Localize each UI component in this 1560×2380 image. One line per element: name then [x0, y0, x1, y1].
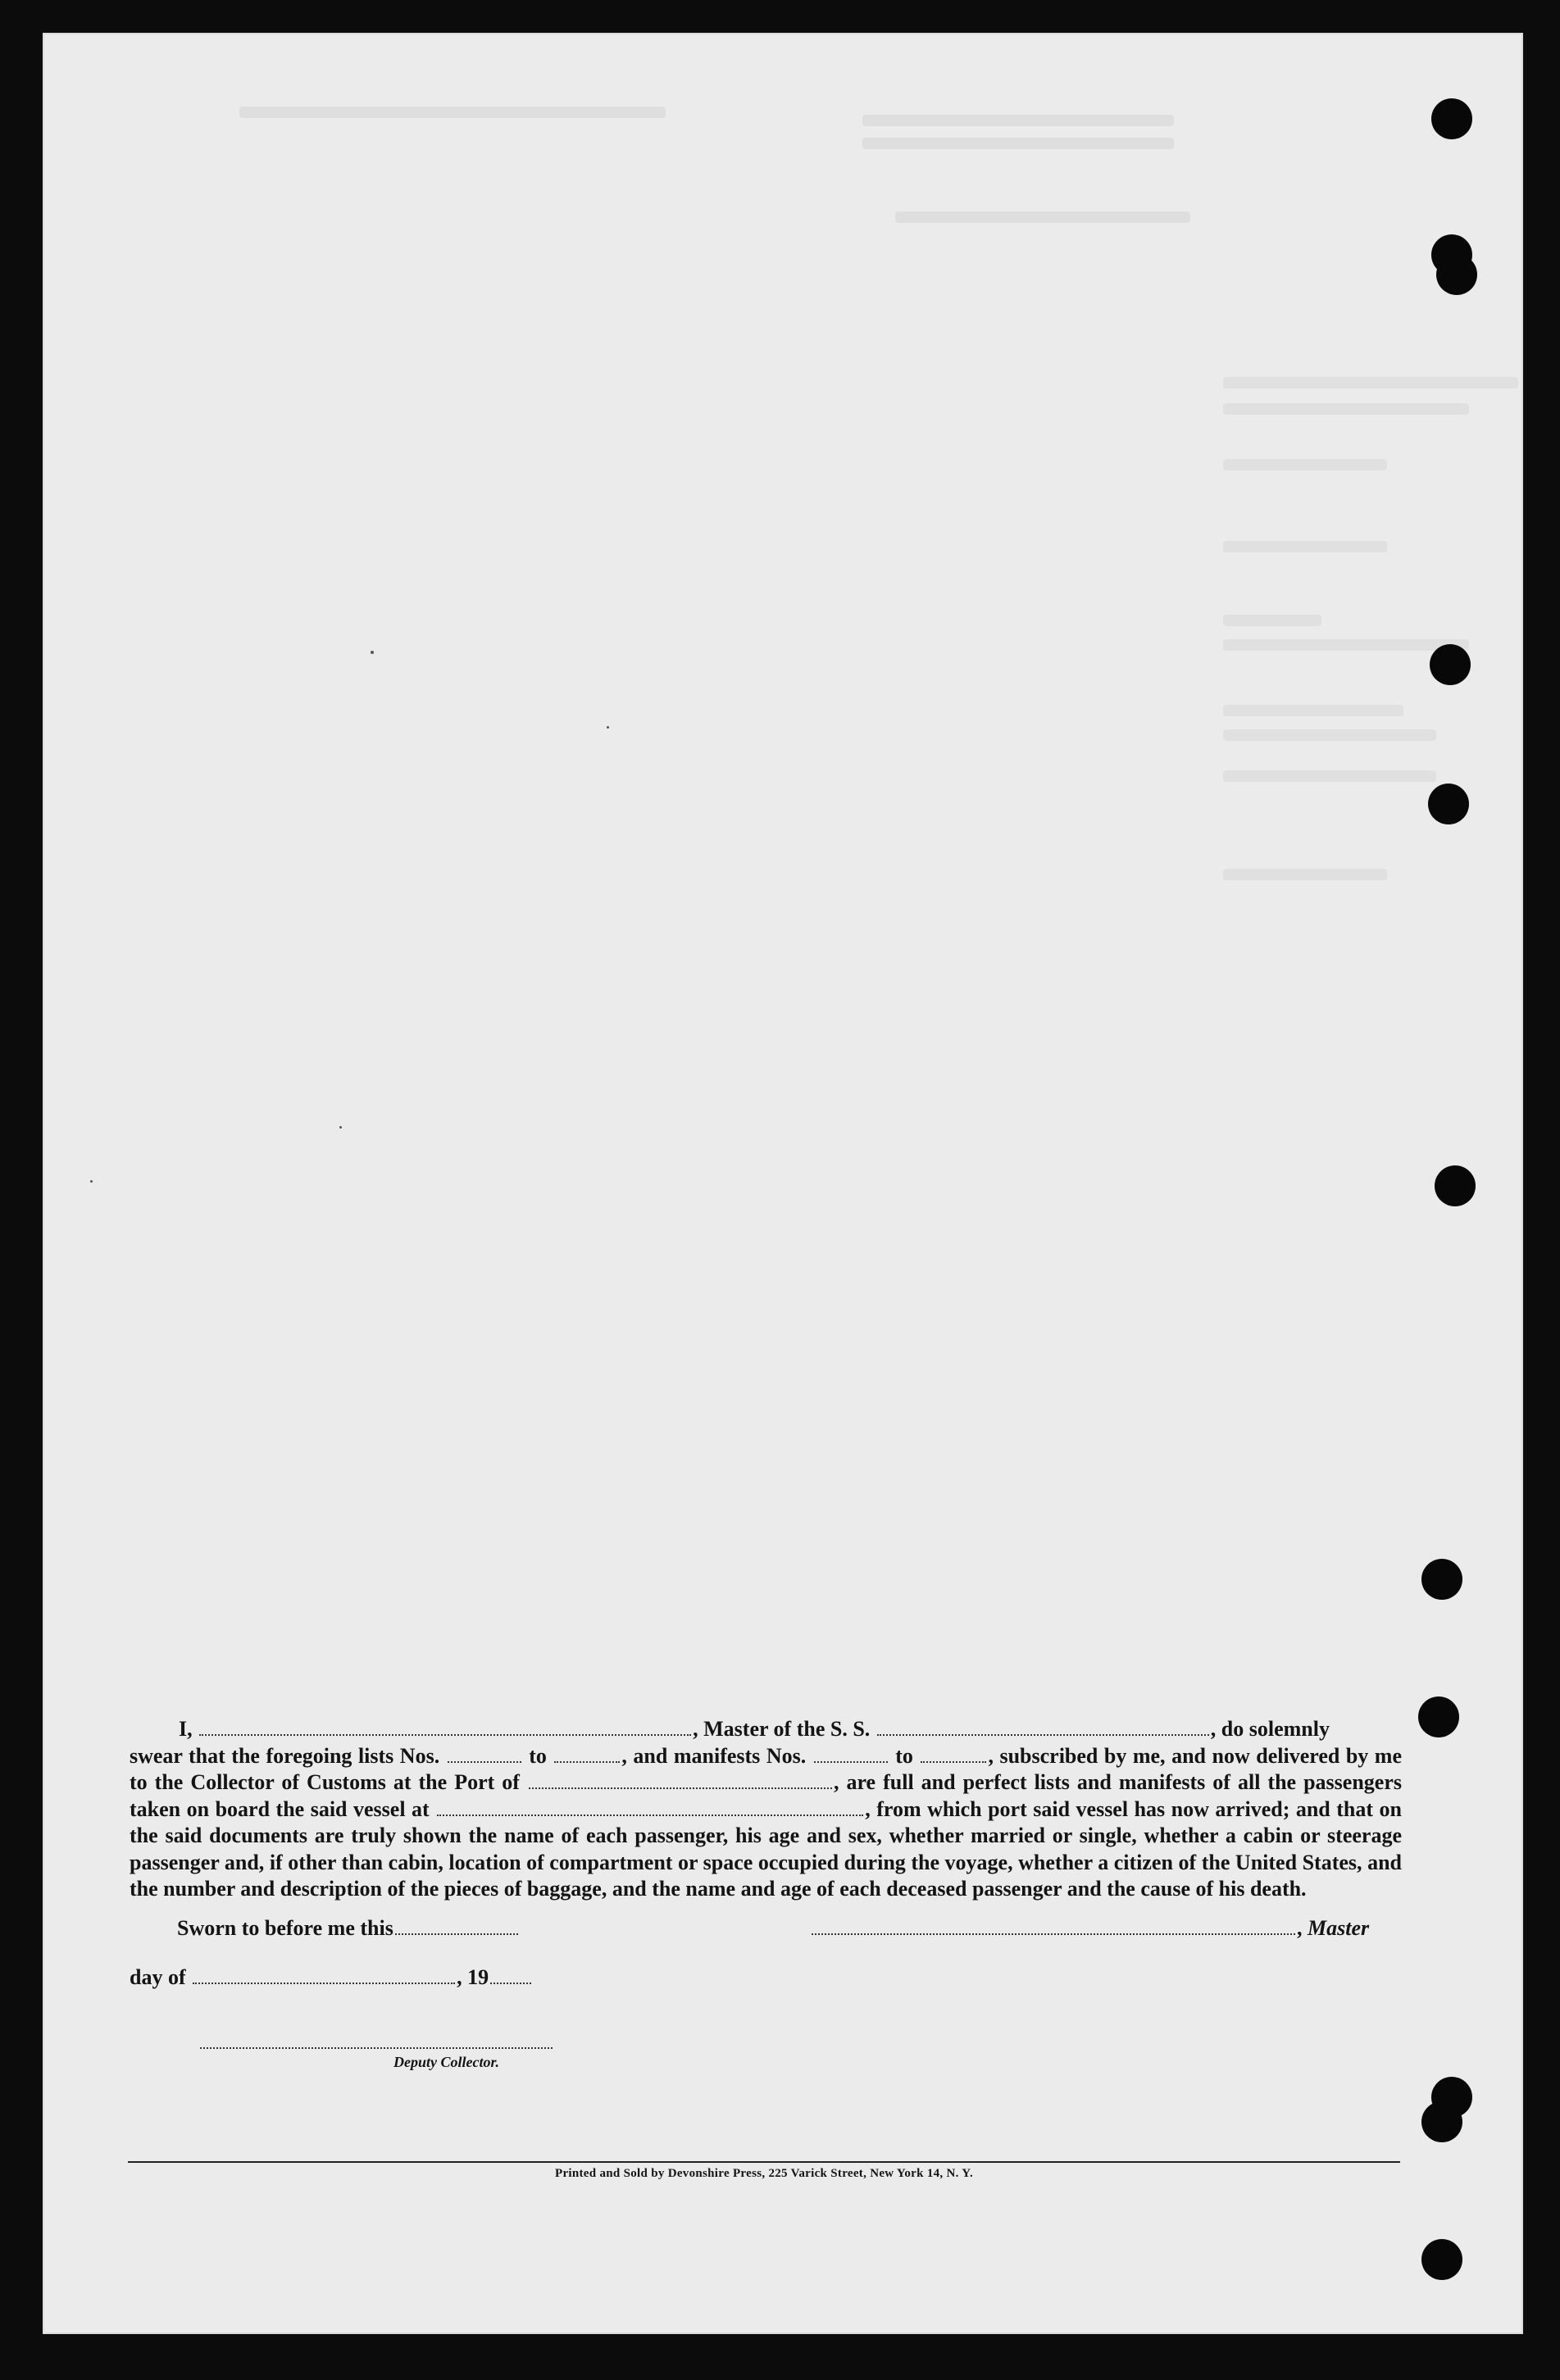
punch-hole	[1428, 783, 1469, 824]
punch-hole	[1431, 98, 1472, 139]
embarkation-port-field[interactable]	[437, 1798, 863, 1816]
speck	[607, 726, 609, 729]
oath-text-full: , are full and perfect lists and manifests of all the passengers taken on board the said vessel at	[130, 1770, 1402, 1821]
punch-hole	[1430, 644, 1471, 685]
manifests-to-field[interactable]	[921, 1745, 986, 1763]
year-label: , 19	[457, 1965, 489, 1989]
day-of-label: day of	[130, 1965, 186, 1989]
punch-hole	[1421, 2239, 1462, 2280]
punch-hole	[1421, 2101, 1462, 2142]
punch-hole	[1418, 1696, 1459, 1737]
punch-hole	[1421, 1559, 1462, 1600]
day-of-line	[130, 1965, 533, 1990]
deputy-collector-label: Deputy Collector.	[393, 2054, 499, 2070]
speck	[371, 651, 374, 654]
oath-text-to2: to	[895, 1743, 913, 1768]
lists-from-field[interactable]	[448, 1745, 521, 1763]
oath-text-swear: swear that the foregoing lists Nos.	[130, 1743, 440, 1768]
footer-rule	[128, 2161, 1400, 2163]
oath-text-rest: , from which port said vessel has now arrived; and that on the said documents are truly shown the name of each passenger, his age and sex, whether married or single, whether a cabin or steerage passenger and, if other than cabin, location of compartment or space occupied during the voyage, whether a citizen of the United States, and the number and description of the pieces of baggage, and the name and age of each deceased passenger and the cause of his death.	[130, 1796, 1403, 1901]
master-label: Master	[1308, 1916, 1370, 1940]
deputy-signature-field[interactable]	[200, 2044, 553, 2049]
sworn-day-field[interactable]	[395, 1917, 518, 1935]
master-name-field[interactable]	[199, 1718, 691, 1736]
port-field[interactable]	[529, 1771, 832, 1789]
form-page	[43, 33, 1523, 2334]
speck	[90, 1180, 93, 1183]
oath-text-solemnly: , do solemnly	[1210, 1717, 1330, 1741]
vessel-name-field[interactable]	[877, 1718, 1209, 1736]
sworn-label: Sworn to before me this	[177, 1916, 393, 1940]
punch-hole	[1435, 1165, 1476, 1206]
master-signature-line: , Master	[810, 1916, 1369, 1941]
speck	[339, 1126, 342, 1129]
oath-text-manifests: , and manifests Nos.	[621, 1743, 807, 1768]
oath-text-to1: to	[529, 1743, 547, 1768]
manifests-from-field[interactable]	[814, 1745, 888, 1763]
lists-to-field[interactable]	[554, 1745, 620, 1763]
master-signature-field[interactable]	[812, 1917, 1295, 1935]
sworn-line	[177, 1916, 520, 1941]
oath-text-subscribed: , subscribed by me, and now delivered by me to the Collector of Customs at the Port of	[130, 1743, 1403, 1794]
oath-paragraph	[130, 1716, 1402, 1903]
year-field[interactable]	[490, 1966, 531, 1984]
month-field[interactable]	[193, 1966, 455, 1984]
printer-imprint: Printed and Sold by Devonshire Press, 225 Varick Street, New York 14, N. Y.	[554, 2167, 974, 2180]
oath-text-master: , Master of the S. S.	[693, 1717, 871, 1741]
oath-text-i: I,	[179, 1717, 193, 1741]
punch-hole	[1436, 254, 1477, 295]
